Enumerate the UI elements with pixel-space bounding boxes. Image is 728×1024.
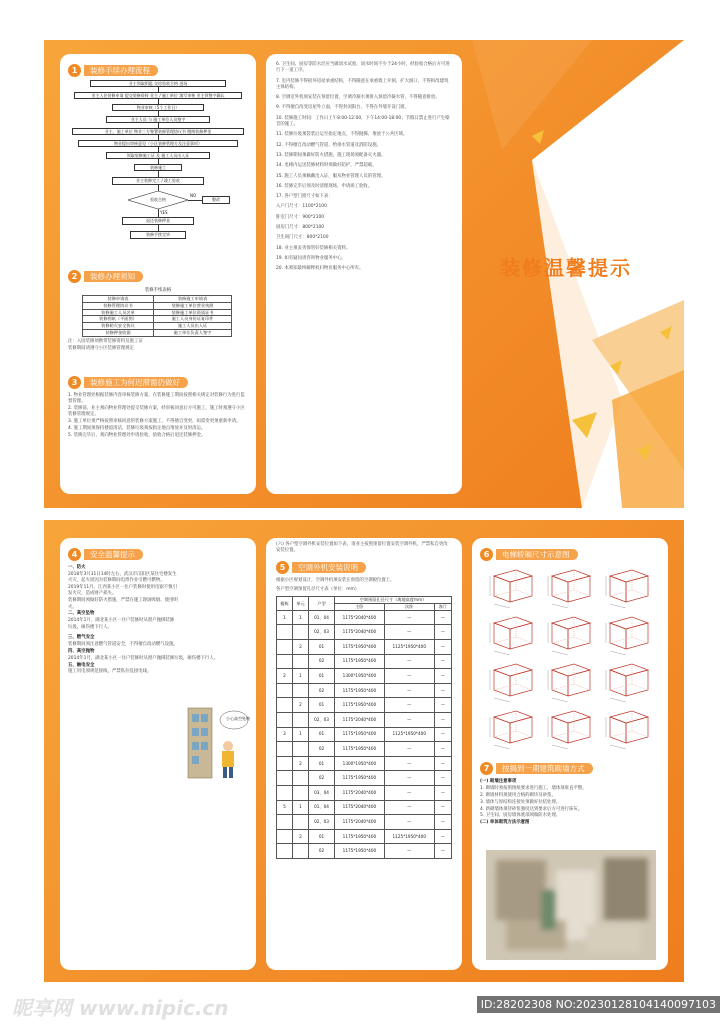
section-label: 空调外机安装说明: [292, 562, 366, 573]
section-label: 电梯轿厢尺寸示意图: [496, 549, 578, 560]
flow-node: 整改: [202, 196, 230, 204]
paragraph: 2014年1月，湖北某小区一住户装修时从窗户抛掷装修垃圾，砸伤楼下行人。: [68, 655, 219, 661]
table-cell: —: [384, 610, 434, 625]
table-subheader: 次卧: [384, 603, 434, 610]
table-cell: —: [384, 683, 434, 698]
paragraph: 施工用电须规范接线，严禁私拉乱接电线。: [68, 669, 152, 675]
table-cell: 1: [277, 610, 293, 625]
bottom-right-panel: [472, 538, 668, 970]
table-cell: —: [384, 625, 434, 640]
table-cell: 装修图纸（平面图）: [83, 316, 154, 323]
elevator-cabin-diagram: [486, 705, 538, 749]
table-cell: 2: [293, 756, 309, 771]
image-id-watermark: ID:28202308 NO:20230128104140097103: [477, 996, 720, 1013]
table-cell: [293, 712, 309, 727]
wall-text: [480, 779, 660, 827]
table-cell: 01: [309, 698, 335, 713]
table-row: [83, 296, 232, 303]
flow-no-label: NO: [190, 193, 197, 198]
table-cell: 01: [309, 639, 335, 654]
table-cell: 1: [293, 800, 309, 815]
section-label: 装修手续办理流程: [84, 65, 158, 76]
flow-decision-label: 验收合格: [150, 197, 166, 202]
table-cell: 装修防火安全协议: [83, 323, 154, 330]
paragraph: 19. 如有疑问请咨询物业服务中心。: [276, 255, 346, 261]
flow-node: 业主领取钥匙 交房验收合格 进场: [90, 80, 226, 87]
flow-node: 物业提出审核意见（小区装修管理方及注意事项）: [78, 140, 238, 147]
table-cell: [277, 771, 293, 786]
table-cell: 1175*1950*400: [335, 727, 385, 742]
section-number: 7: [480, 762, 493, 775]
table-cell: [277, 815, 293, 830]
table-cell: 01: [309, 669, 335, 684]
elevator-cabin-diagram: [602, 564, 654, 608]
table-cell: —: [434, 785, 451, 800]
table-cell: —: [434, 712, 451, 727]
table-cell: —: [384, 756, 434, 771]
watermark-footer: [0, 988, 728, 1024]
table-row: [277, 742, 452, 757]
table-cell: 1175*1950*400: [335, 683, 385, 698]
paragraph: 11. 装修垃圾须袋装后运至指定地点，不得抛掷、堆放于公共区域。: [276, 132, 408, 138]
table-cell: 02、03: [309, 712, 335, 727]
table-cell: 装修施工单位资质证书: [154, 309, 232, 316]
elevator-diagram-grid: [486, 564, 656, 754]
table-note: 注：入园装修须携带装修资料及施工证: [68, 338, 143, 344]
table-cell: —: [434, 829, 451, 844]
paragraph: 4. 施工期间须保持楼道清洁，装修垃圾须按指定地点堆放并及时清运。: [68, 426, 206, 432]
table-cell: —: [434, 800, 451, 815]
table-cell: —: [434, 698, 451, 713]
table-cell: 1175*2040*400: [335, 800, 385, 815]
table-row: [277, 610, 452, 625]
table-cell: 1175*1950*400: [335, 742, 385, 757]
table-cell: 施工单位负责人签字: [154, 329, 232, 336]
table-cell: 03、04: [309, 785, 335, 800]
paragraph: 6. 卫生间、厨房等防水层应当做闭水试验，闭水时间不少于24小时，经验收合格后方可进行下一道工序。: [276, 62, 450, 74]
paragraph: 2018年3月31日14时左右，武汉市汉阳区某住宅楼发生火灾，起火原因为装修期间电焊作业引燃可燃物。: [68, 571, 177, 584]
table-row: [83, 323, 232, 330]
table-cell: 装修施工人员名单: [83, 309, 154, 316]
table-cell: 5: [277, 800, 293, 815]
elevator-cabin-diagram: [544, 658, 596, 702]
table-cell: [293, 815, 309, 830]
table-cell: [293, 654, 309, 669]
table-cell: [277, 654, 293, 669]
flow-yes-label: YES: [160, 210, 168, 215]
paragraph: 卫生间门尺寸：800*2100: [276, 235, 329, 241]
safety-text-lower: [68, 635, 248, 676]
table-cell: 1300*1950*400: [335, 756, 385, 771]
paragraph: 装修期间须做好防火措施，严禁在施工现场吸烟、使用明火。: [68, 598, 178, 610]
table-cell: 装修申请表: [83, 296, 154, 303]
paragraph: 1. 砌墙时须按照图纸要求进行施工，墙体须垂直平整。: [480, 785, 587, 791]
paragraph: 10. 装修施工时间：工作日上午8:00-12:00，下午14:00-18:00；节假日禁止进行产生噪音的施工。: [276, 115, 450, 128]
table-row: [277, 727, 452, 742]
paragraph: 入户门尺寸：1100*2100: [276, 204, 327, 210]
table-cell: [277, 756, 293, 771]
table-cell: 01: [309, 829, 335, 844]
table-cell: 02: [309, 683, 335, 698]
table-header: 单元: [293, 597, 309, 611]
paragraph: 12. 不得擅自改动燃气管道、给排水管道及消防设施。: [276, 142, 381, 148]
top-brochure-sheet: [44, 40, 684, 508]
section-number: 4: [68, 548, 81, 561]
table-cell: —: [434, 639, 451, 654]
table-cell: 施工人员身份证复印件: [154, 316, 232, 323]
table-cell: [293, 742, 309, 757]
paragraph: 4. 新砌墙体须待砂浆强度达到要求后方可进行抹灰。: [480, 806, 583, 812]
section-title-elevator: [480, 548, 660, 561]
elevator-cabin-diagram: [602, 611, 654, 655]
table-header: 户型: [309, 597, 335, 611]
table-row: [277, 785, 452, 800]
flow-node: 退还装修押金: [122, 217, 194, 225]
paragraph: 卧室门尺寸：900*2100: [276, 214, 325, 220]
table-cell: —: [434, 727, 451, 742]
table-cell: 1175*1950*400: [335, 829, 385, 844]
table-cell: [277, 829, 293, 844]
elevator-cabin-diagram: [602, 705, 654, 749]
table-cell: 1175*1950*400: [335, 771, 385, 786]
paragraph: 3. 施工单位须严格按照审核同意的装修方案施工，不得擅自变更，如需变更须重新申请。: [68, 419, 241, 425]
bottom-middle-panel: [266, 538, 462, 970]
table-cell: 01: [309, 727, 335, 742]
flow-node: 装修手续完毕: [130, 231, 186, 239]
speech-bubble-text: 小心高空坠物: [226, 716, 250, 721]
paragraph: 5. 卫生间、厨房墙体底部须做防水处理。: [480, 813, 561, 819]
paragraph: 9. 不得擅自改变房屋外立面，不得封闭阳台，不得在外墙开设门窗。: [276, 105, 409, 111]
table-cell: [293, 771, 309, 786]
bottom-brochure-sheet: [44, 520, 684, 982]
table-cell: 1: [293, 610, 309, 625]
paragraph: 8. 空调室外机须安装在预留位置，空调冷凝水须排入预留冷凝水管，不得随意排放。: [276, 95, 440, 101]
table-cell: —: [434, 815, 451, 830]
table-cell: [293, 844, 309, 859]
table-row: [277, 771, 452, 786]
table-cell: [277, 742, 293, 757]
table-cell: —: [384, 669, 434, 684]
paragraph: 5. 装修完毕后，须向物业管理处申请验收，验收合格后退还装修押金。: [68, 433, 206, 439]
top-left-panel: [60, 54, 256, 494]
table-cell: —: [434, 669, 451, 684]
table-row: [83, 329, 232, 336]
paragraph: 1. 物业管理处根据装修内容审核装修方案，在装修施工期间按照相关规定对装修行为进行监督管理。: [68, 393, 245, 405]
table-cell: [293, 785, 309, 800]
renovation-flowchart: [60, 80, 256, 260]
table-cell: 1175*1950*400: [335, 639, 385, 654]
table-cell: [293, 683, 309, 698]
table-cell: 02: [309, 771, 335, 786]
table-cell: [277, 712, 293, 727]
elevator-cabin-diagram: [486, 658, 538, 702]
table-cell: 02: [309, 742, 335, 757]
table-row: [277, 800, 452, 815]
flow-node: 装修施工: [134, 164, 182, 171]
table-cell: —: [434, 771, 451, 786]
table-cell: 1300*1950*400: [335, 669, 385, 684]
paragraph: 16. 装修完毕后须及时清理现场，申请竣工验收。: [276, 183, 373, 189]
safety-heading: 一、防火: [68, 565, 86, 570]
section-title-notice: [68, 270, 248, 283]
ac-table-title: 各户型空调预留孔径尺寸表（单位：mm）: [276, 586, 360, 592]
table-row: [277, 712, 452, 727]
table-subheader: 客厅: [434, 603, 451, 610]
paragraph: 17. 各户型门窗尺寸如下表：: [276, 194, 333, 200]
table-cell: 1: [293, 669, 309, 684]
elevator-cabin-diagram: [544, 564, 596, 608]
ac-subtext: 根据小区规划设计，空调外机须安装在预留的空调板位置上。: [276, 577, 395, 583]
table-cell: —: [384, 698, 434, 713]
section-title-safety: [68, 548, 248, 561]
table-cell: 02、03: [309, 625, 335, 640]
notice-table: [82, 295, 232, 337]
section-title-flow: [68, 64, 248, 77]
table-cell: —: [434, 756, 451, 771]
paragraph: 15. 施工人员须佩戴出入证，服从物业管理人员的管理。: [276, 173, 386, 179]
table-cell: [277, 844, 293, 859]
table-cell: 1125*1950*400: [384, 829, 434, 844]
section-label: 装修施工为何迟滞需仍做好: [84, 377, 188, 388]
table-cell: 01: [309, 756, 335, 771]
table-cell: —: [434, 654, 451, 669]
table-cell: 1125*1950*400: [384, 639, 434, 654]
section-label: 按揭到一期建筑砌墙方式: [496, 763, 593, 774]
safety-heading: 四、高空抛物: [68, 648, 95, 654]
table-cell: 装修施工申请表: [154, 296, 232, 303]
table-cell: —: [384, 712, 434, 727]
table-note: 装修期间请遵守小区装修管理规定: [68, 345, 134, 351]
section-title-ac: [276, 561, 452, 574]
construction-text: [68, 393, 248, 439]
table-cell: [293, 625, 309, 640]
paragraph: 7. 室内装修不得损坏房屋承重结构，不得随意在承重墙上开洞、扩大洞口，不得拆改建筑主体结构。: [276, 78, 449, 90]
table-cell: [277, 698, 293, 713]
section-number: 6: [480, 548, 493, 561]
table-cell: [277, 785, 293, 800]
wall-construction-photo: [486, 850, 656, 960]
table-cell: [277, 683, 293, 698]
table-row: [277, 815, 452, 830]
elevator-cabin-diagram: [486, 611, 538, 655]
ac-hole-table: [276, 596, 452, 859]
section-title-wall: [480, 762, 660, 775]
table-cell: —: [384, 785, 434, 800]
table-cell: 2: [293, 639, 309, 654]
table-row: [277, 683, 452, 698]
table-row: [277, 756, 452, 771]
table-cell: 2: [293, 698, 309, 713]
elevator-cabin-diagram: [544, 611, 596, 655]
table-row: [83, 309, 232, 316]
paragraph: 2014年1月，湖北某小区一住户装修时从窗户抛掷装修垃圾，砸伤楼下行人。: [68, 618, 175, 630]
section-number: 1: [68, 64, 81, 77]
table-cell: 1175*2040*400: [335, 712, 385, 727]
flow-node: 业主入住装修申请 提交装修资料 业主 / 施工单位 填写审核 业主须签字确认: [74, 92, 242, 99]
flow-node: 领取装修施工证 及 施工人员出入证: [106, 152, 210, 159]
paragraph: 20. 本须知最终解释权归物业服务中心所有。: [276, 266, 364, 272]
paragraph: 2. 砌墙材料须使用合格的砌块及砂浆。: [480, 792, 556, 798]
paragraph: 厨房门尺寸：800*2100: [276, 225, 325, 231]
paragraph: 2019年11月，江西某小区一住户装修时使用电锯不慎引发火灾，造成财产损失。: [68, 585, 177, 597]
table-row: [277, 844, 452, 859]
elevator-cabin-diagram: [602, 658, 654, 702]
flow-node: 业主人员 与 施工单位人员签字: [106, 116, 210, 123]
table-cell: 01、04: [309, 800, 335, 815]
safety-heading: 二、高空坠物: [68, 611, 95, 617]
table-cell: —: [434, 683, 451, 698]
section-number: 3: [68, 376, 81, 389]
table-row: [83, 302, 232, 309]
table-row: [277, 698, 452, 713]
table-cell: —: [434, 844, 451, 859]
table-row: [83, 316, 232, 323]
table-cell: 1: [293, 727, 309, 742]
table-cell: 1175*1950*400: [335, 698, 385, 713]
table-cell: 2: [293, 829, 309, 844]
table-row: [277, 829, 452, 844]
paragraph: 3. 墙体与原结构连接处须做好拉结处理。: [480, 799, 561, 805]
table-cell: 3: [277, 727, 293, 742]
table-cell: 02: [309, 844, 335, 859]
table-cell: —: [384, 742, 434, 757]
table-cell: —: [434, 742, 451, 757]
table-caption: 装修手续表格: [144, 288, 172, 293]
paragraph: 装修期间须注意燃气管道安全，不得擅自改动燃气设施。: [68, 641, 178, 647]
table-cell: 2: [277, 669, 293, 684]
section-number: 2: [68, 270, 81, 283]
paragraph: 13. 装修期间须做好防火措施，施工现场须配备灭火器。: [276, 152, 386, 158]
table-cell: 施工人员出入证: [154, 323, 232, 330]
table-cell: 1175*2040*400: [335, 815, 385, 830]
table-row: [277, 639, 452, 654]
paragraph: (一) 砌墙注意事项: [480, 779, 517, 784]
paragraph: 18. 业主须妥善保管好装修相关资料。: [276, 245, 351, 251]
table-cell: —: [384, 800, 434, 815]
paragraph: 2. 装修前，业主须向物业管理处提交装修方案，经审核同意后方可施工，施工时须遵守小区装修管理规定。: [68, 406, 245, 418]
paragraph: 14. 电梯内运送装修材料时须做好防护，严禁超载。: [276, 163, 377, 169]
top-middle-panel: [266, 54, 462, 494]
elevator-cabin-diagram: [544, 705, 596, 749]
table-cell: —: [434, 610, 451, 625]
table-cell: 1175*2040*400: [335, 625, 385, 640]
table-cell: —: [384, 844, 434, 859]
safety-heading: 三、燃气安全: [68, 634, 95, 640]
middle-panel-text: [266, 54, 462, 285]
table-header: 空调预留孔径尺寸（离地高度mm）: [335, 597, 452, 604]
cover-title: 装修温馨提示: [500, 256, 632, 280]
table-header: 楼栋: [277, 597, 293, 611]
table-cell: 1175*2040*400: [335, 785, 385, 800]
table-cell: 02: [309, 654, 335, 669]
table-cell: [277, 625, 293, 640]
section-title-construction: [68, 376, 248, 389]
table-cell: 02、03: [309, 815, 335, 830]
table-cell: —: [384, 815, 434, 830]
section-number: 5: [276, 561, 289, 574]
table-cell: 装修施工单位营业执照: [154, 302, 232, 309]
site-watermark: 昵享网 www.nipic.cn: [12, 996, 229, 1020]
table-cell: 01、04: [309, 610, 335, 625]
paragraph: (二) 单体砌筑方法示意图: [480, 820, 530, 826]
table-row: [277, 654, 452, 669]
flow-node: 物业审核（5个工作日）: [112, 104, 204, 111]
table-cell: 装修管理协议书: [83, 302, 154, 309]
bottom-left-panel: [60, 538, 256, 970]
safety-text: [68, 565, 178, 631]
table-cell: [277, 639, 293, 654]
flow-node: 业主装修完工 / 竣工验收: [112, 177, 204, 185]
table-cell: 1175*1950*400: [335, 654, 385, 669]
elevator-cabin-diagram: [486, 564, 538, 608]
section-label: 装修办理须知: [84, 271, 143, 282]
table-cell: —: [434, 625, 451, 640]
table-cell: 装修押金收据: [83, 329, 154, 336]
table-cell: —: [384, 654, 434, 669]
safety-heading: 五、触电安全: [68, 662, 95, 668]
intro-text: (六) 各户型空调外机安装位置如下表，请业主按照预留位置安装空调外机，严禁私自更改安装位置。: [276, 542, 448, 554]
table-cell: 1175*2040*400: [335, 610, 385, 625]
table-row: [277, 625, 452, 640]
section-label: 安全温馨提示: [84, 549, 143, 560]
flow-node: 业主、施工单位 物业三方签署装修管理协议书 缴纳装修押金: [72, 128, 244, 135]
table-cell: 1125*1950*400: [384, 727, 434, 742]
table-cell: 1175*1950*400: [335, 844, 385, 859]
table-row: [277, 669, 452, 684]
table-cell: —: [384, 771, 434, 786]
table-subheader: 主卧: [335, 603, 385, 610]
